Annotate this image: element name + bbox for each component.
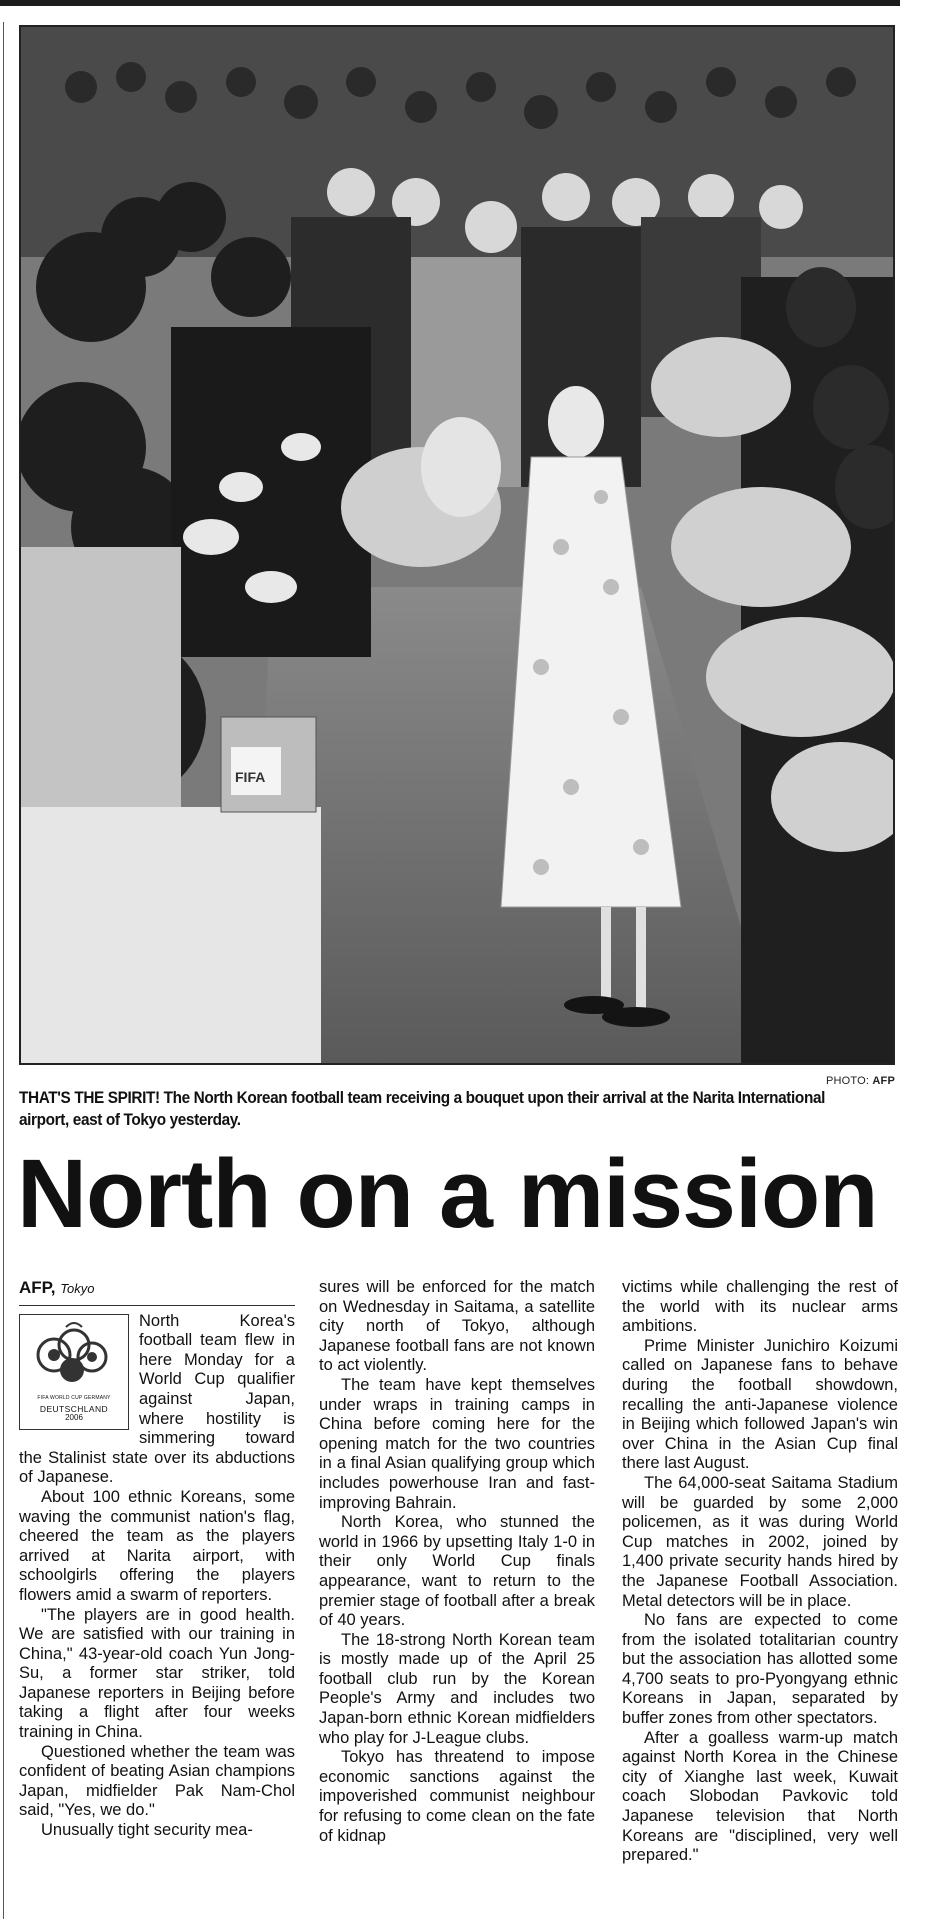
- photo-credit-label: PHOTO:: [825, 1075, 870, 1087]
- paragraph: After a goalless warm-up match against North Korea in the Chinese city of Xianghe last week, Kuwait coach Slobodan Pavkovic told Japanese television that North Koreans are "disciplined, very well prepared.": [622, 1728, 898, 1865]
- logo-year: 2006: [65, 1413, 83, 1422]
- fifa-box-label: FIFA: [235, 769, 266, 785]
- article-column-2: [319, 1278, 595, 1846]
- paragraph: Tokyo has threatend to impose economic sanctions against the impoverished communist neighbour for refusing to come clean on the fate of kidnap: [319, 1748, 595, 1845]
- paragraph: Questioned whether the team was confident of beating Asian champions Japan, midfielder Pak Nam-Chol said, "Yes, we do.": [19, 1742, 295, 1820]
- logo-country: DEUTSCHLAND: [39, 1404, 109, 1414]
- photo-credit: [826, 1075, 895, 1087]
- left-page-rule: [3, 22, 4, 1919]
- photo-credit-source: AFP: [872, 1075, 895, 1087]
- paragraph: victims while challenging the rest of the world with its nuclear arms ambitions.: [622, 1278, 898, 1336]
- paragraph: No fans are expected to come from the isolated totalitarian country but the association has allotted some 4,700 seats to pro-Pyongyang ethnic Koreans in Japan, separated by buffer zones from other spectators.: [622, 1611, 898, 1728]
- byline: [19, 1278, 295, 1306]
- byline-agency: AFP,: [19, 1278, 56, 1297]
- paragraph: North Korea's football team flew in here Monday for a World Cup qualifier against Japan, where hostility is simmering toward the Stalinist state over its abductions of Japanese.: [19, 1311, 295, 1487]
- paragraph: About 100 ethnic Koreans, some waving the communist nation's flag, cheered the team as the players arrived at Narita airport, with schoolgirls offering the players flowers amid a swarm of reporters.: [19, 1487, 295, 1604]
- world-cup-2006-logo: [19, 1314, 129, 1430]
- photo-caption: THAT'S THE SPIRIT! The North Korean football team receiving a bouquet upon their arrival at the Narita International airport, east of Tokyo yesterday.: [19, 1089, 826, 1129]
- news-photo: [19, 25, 895, 1065]
- paragraph: The 64,000-seat Saitama Stadium will be guarded by some 2,000 policemen, as it was during World Cup matches in 2002, joined by 1,400 private security hands hired by the Japanese Football Association. Metal detectors will be in place.: [622, 1473, 898, 1610]
- paragraph: "The players are in good health. We are satisfied with our training in China," 43-year-old coach Yun Jong-Su, a former star striker, told Japanese reporters in Beijing before taking a flight after four weeks training in China.: [19, 1605, 295, 1742]
- headline: North on a mission: [17, 1139, 878, 1248]
- paragraph: Prime Minister Junichiro Koizumi called on Japanese fans to behave during the football showdown, recalling the anti-Japanese violence in Beijing which followed Japan's win over China in the Asian Cup final there last August.: [622, 1336, 898, 1473]
- top-rule: [0, 0, 900, 6]
- paragraph: Unusually tight security mea-: [41, 1821, 253, 1840]
- photo-illustration: [21, 27, 893, 1063]
- paragraph: sures will be enforced for the match on Wednesday in Saitama, a satellite city north of Tokyo, although Japanese football fans are not known to act violently.: [319, 1278, 595, 1375]
- logo-small-text: FIFA WORLD CUP GERMANY: [37, 1395, 111, 1401]
- article-column-3: [622, 1278, 898, 1866]
- article-column-1: [19, 1278, 295, 1841]
- world-cup-emblem-icon: [20, 1315, 127, 1395]
- byline-city: Tokyo: [60, 1281, 95, 1296]
- paragraph: The 18-strong North Korean team is mostly made up of the April 25 football club run by the Korean People's Army and includes two Japan-born ethnic Korean midfielders who play for J-League clubs.: [319, 1630, 595, 1747]
- paragraph: North Korea, who stunned the world in 1966 by upsetting Italy 1-0 in their only World Cup finals appearance, want to return to the premier stage of football after a break of 40 years.: [319, 1513, 595, 1630]
- paragraph: The team have kept themselves under wraps in training camps in China before coming here for the opening match for the two countries in a final Asian qualifying group which includes powerhouse Iran and fast-improving Bahrain.: [319, 1375, 595, 1512]
